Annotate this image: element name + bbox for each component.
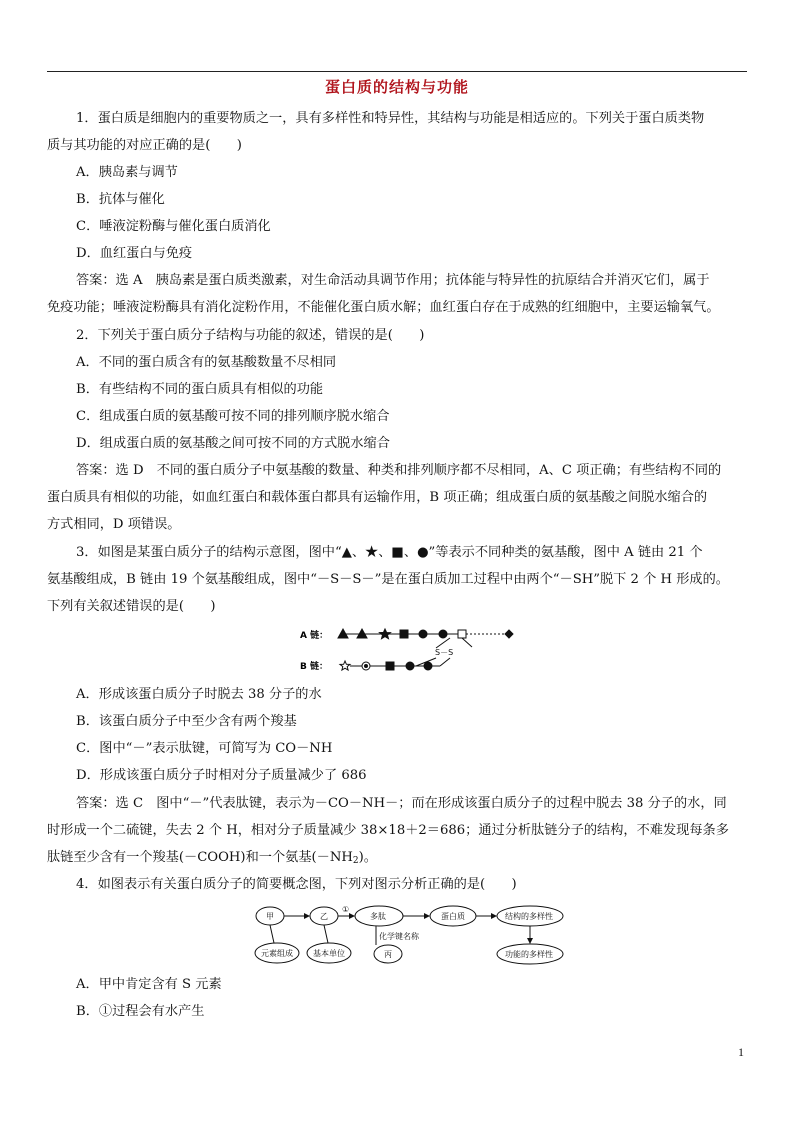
- q3-stem-line-2: 氨基酸组成，B 链由 19 个氨基酸组成，图中“－S－S－”是在蛋白质加工过程中由两个“－SH”脱下 2 个 H 形成的。: [47, 572, 729, 587]
- q1-option-d: D．血红蛋白与免疫: [76, 246, 193, 261]
- q1-option-a: A．胰岛素与调节: [76, 165, 178, 180]
- q3-answer-line-1: 答案：选 C 图中“－”代表肽键，表示为－CO－NH－；而在形成该蛋白质分子的过程中脱去 38 分子的水，同: [76, 796, 727, 811]
- diamond-amino-acid-icon: [505, 630, 513, 638]
- q2-option-c: C．组成蛋白质的氨基酸可按不同的排列顺序脱水缩合: [76, 409, 390, 424]
- q2-option-a: A．不同的蛋白质含有的氨基酸数量不尽相同: [76, 355, 337, 370]
- page-number: 1: [738, 1045, 744, 1059]
- header-rule: [47, 71, 747, 72]
- circle-amino-acid-icon: [424, 662, 432, 670]
- yi-label: 乙: [320, 912, 328, 921]
- page-title: 蛋白质的结构与功能: [324, 78, 469, 96]
- q1-option-c: C．唾液淀粉酶与催化蛋白质消化: [76, 219, 271, 234]
- q1-answer-line-1: 答案：选 A 胰岛素是蛋白质类激素，对生命活动具调节作用；抗体能与特异性的抗原结合并消灭它们，属于: [76, 273, 710, 288]
- chain-a: [338, 629, 513, 639]
- jiben-label: 基本单位: [313, 949, 345, 958]
- gongneng-label: 功能的多样性: [505, 950, 553, 959]
- circle-amino-acid-icon: [419, 630, 427, 638]
- q4-concept-map-figure: [252, 903, 567, 965]
- q3-option-c: C．图中“－”表示肽键，可简写为 CO－NH: [76, 741, 333, 756]
- q3-answer-line-3a: 肽链至少含有一个羧基(－COOH)和一个氨基(－NH: [47, 850, 353, 865]
- q4-option-a: A．甲中肯定含有 S 元素: [76, 977, 222, 992]
- square-amino-acid-icon: [400, 630, 408, 638]
- circle-amino-acid-icon: [439, 630, 447, 638]
- q3-stem-line-1: 3．如图是某蛋白质分子的结构示意图，图中“▲、★、■、●”等表示不同种类的氨基酸，图中 A 链由 21 个: [76, 545, 703, 560]
- huaxuejian-label: 化学键名称: [379, 932, 419, 941]
- s-s-label: S－S: [435, 648, 454, 657]
- q2-option-b: B．有些结构不同的蛋白质具有相似的功能: [76, 382, 324, 397]
- q3-stem-line-3: 下列有关叙述错误的是( ): [47, 599, 216, 614]
- q2-option-d: D．组成蛋白质的氨基酸之间可按不同的方式脱水缩合: [76, 436, 390, 451]
- jiegou-label: 结构的多样性: [505, 912, 553, 921]
- q3-option-b: B．该蛋白质分子中至少含有两个羧基: [76, 714, 297, 729]
- q1-stem-line-2: 质与其功能的对应正确的是( ): [47, 138, 242, 153]
- jia-label: 甲: [266, 912, 274, 921]
- duotai-label: 多肽: [370, 912, 386, 921]
- chain-b-label: B 链：: [300, 662, 328, 672]
- nh2-subscript: 2: [352, 856, 359, 866]
- q2-answer-line-2: 蛋白质具有相似的功能，如血红蛋白和载体蛋白都具有运输作用，B 项正确；组成蛋白质的氨基酸之间脱水缩合的: [47, 490, 708, 505]
- q3-option-a: A．形成该蛋白质分子时脱去 38 分子的水: [76, 687, 322, 702]
- q2-answer-line-3: 方式相同，D 项错误。: [47, 517, 181, 532]
- danbaizhi-label: 蛋白质: [441, 912, 465, 921]
- disulfide-bond: [416, 638, 472, 666]
- q2-stem-line-1: 2．下列关于蛋白质分子结构与功能的叙述，错误的是( ): [76, 328, 425, 343]
- q3-peptide-chain-figure: [300, 622, 530, 674]
- q4-option-b: B．①过程会有水产生: [76, 1004, 205, 1019]
- hollow-star-amino-acid-icon: [340, 661, 350, 670]
- q3-option-d: D．形成该蛋白质分子时相对分子质量减少了 686: [76, 768, 367, 783]
- hollow-square-amino-acid-icon: [458, 630, 466, 638]
- square-amino-acid-icon: [386, 662, 394, 670]
- q3-answer-line-2: 时形成一个二硫键，失去 2 个 H，相对分子质量减少 38×18＋2＝686；通过分析肽链分子的结构，不难发现每条多: [47, 823, 729, 838]
- yuansu-label: 元素组成: [261, 949, 293, 958]
- chain-a-label: A 链：: [300, 631, 329, 641]
- q4-stem-line-1: 4．如图表示有关蛋白质分子的简要概念图，下列对图示分析正确的是( ): [76, 877, 517, 892]
- step-1-label: ①: [342, 905, 350, 914]
- circle-amino-acid-icon: [406, 662, 414, 670]
- q1-answer-line-2: 免疫功能；唾液淀粉酶具有消化淀粉作用，不能催化蛋白质水解；血红蛋白存在于成熟的红细胞中，主要运输氧气。: [47, 300, 720, 315]
- dot-icon: [365, 665, 368, 668]
- q3-answer-line-3b: )。: [358, 850, 377, 865]
- bing-label: 丙: [384, 950, 392, 959]
- q3-answer-line-3: [47, 849, 377, 870]
- q2-answer-line-1: 答案：选 D 不同的蛋白质分子中氨基酸的数量、种类和排列顺序都不尽相同，A、C 项正确；有些结构不同的: [76, 463, 722, 478]
- q1-stem-line-1: 1．蛋白质是细胞内的重要物质之一，具有多样性和特异性，其结构与功能是相适应的。下列关于蛋白质类物: [76, 111, 705, 126]
- star-amino-acid-icon: [380, 629, 391, 639]
- q1-option-b: B．抗体与催化: [76, 192, 165, 207]
